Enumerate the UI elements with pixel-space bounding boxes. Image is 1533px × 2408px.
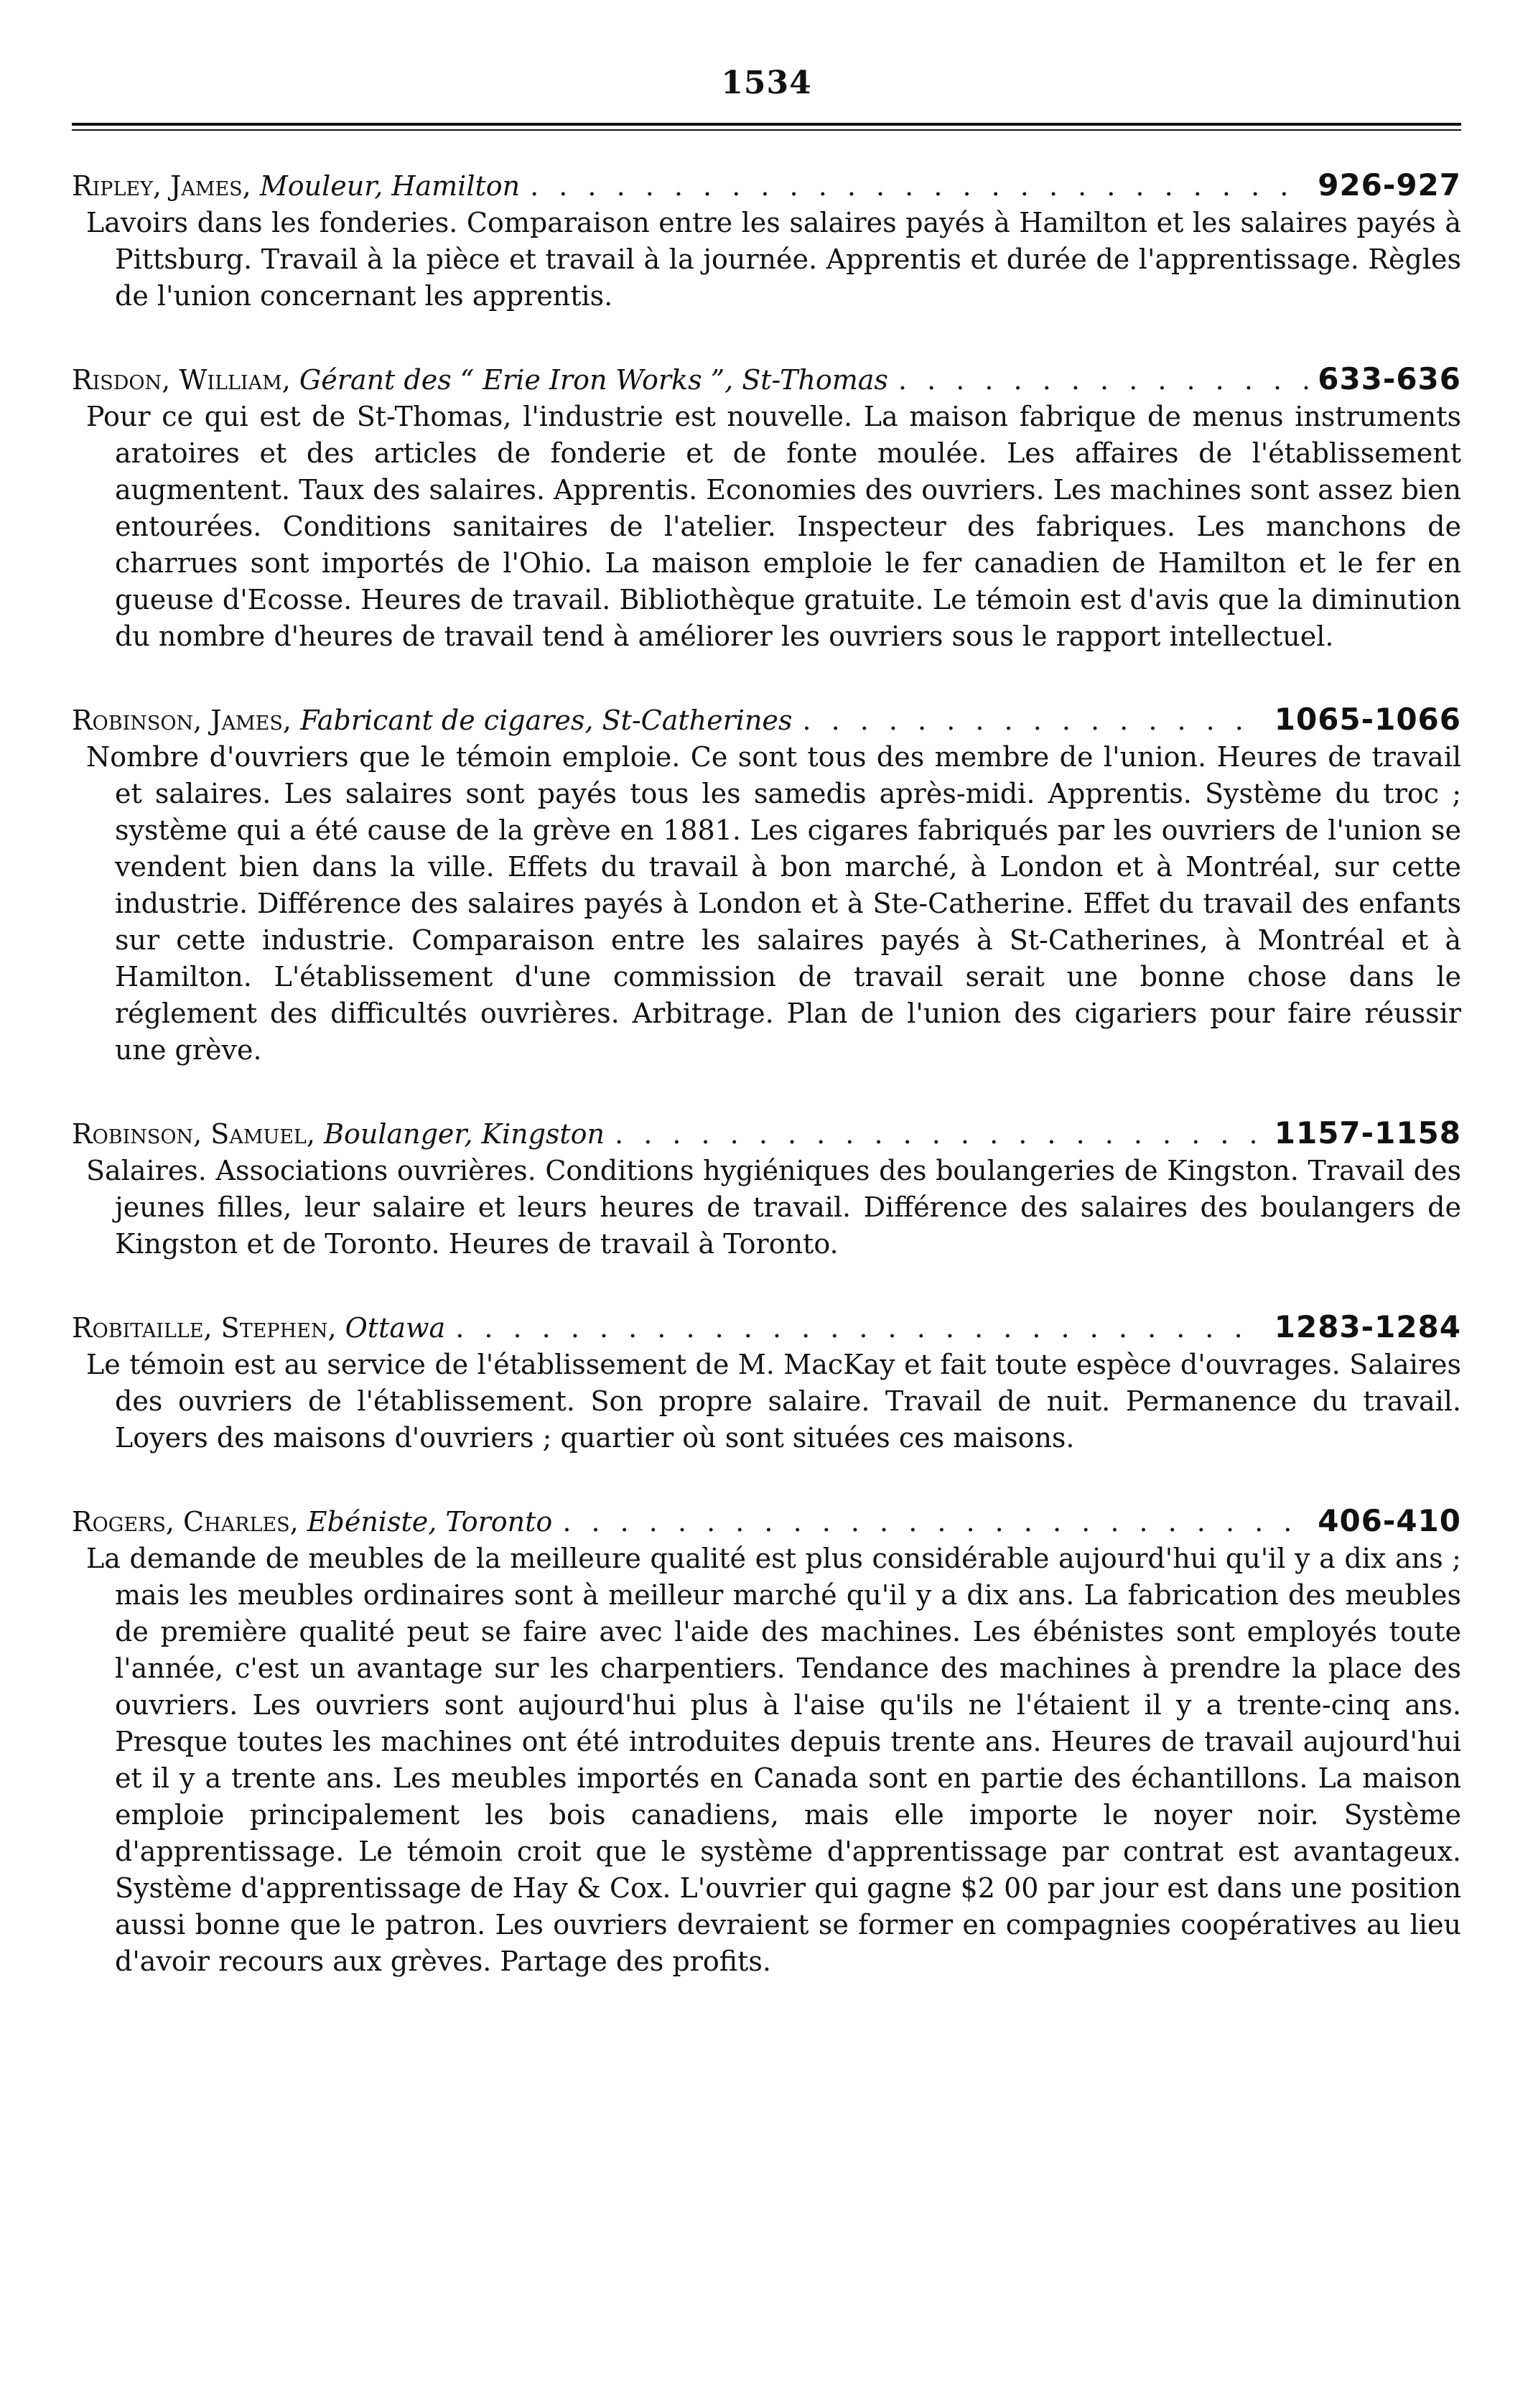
entry-summary: Nombre d'ouvriers que le témoin emploie. Ce sont tous des membre de l'union. Heures de travail et salaires. Les salaires sont payés tous les samedis après-midi. Apprentis. Système du troc ; système qui a été cause de la grève en 1881. Les cigares fabriqués par les ouvriers de l'union se vendent bien dans la ville. Effets du travail à bon marché, à London et à Montréal, sur cette industrie. Différence des salaires payés à London et à Ste-Catherine. Effet du travail des enfants sur cette industrie. Comparaison entre les salaires payés à St-Catherines, à Montréal et à Hamilton. L'établissement d'une commission de travail serait une bonne chose dans le réglement des difficultés ouvrières. Arbitrage. Plan de l'union des cigariers pour faire réussir une grève. [86, 741, 1461, 1066]
index-entry [72, 167, 1461, 315]
witness-name: Robinson, James, [72, 705, 292, 736]
page-range: 1157-1158 [1274, 1115, 1461, 1150]
witness-role: Ebéniste, Toronto [307, 1506, 553, 1538]
entry-heading [72, 1115, 1461, 1153]
entry-heading [72, 701, 1461, 739]
entry-summary: Lavoirs dans les fonderies. Comparaison entre les salaires payés à Hamilton et les salaires payés à Pittsburg. Travail à la pièce et travail à la journée. Apprentis et durée de l'apprentissage. Règles de l'union concernant les apprentis. [86, 207, 1461, 312]
entry-summary: Le témoin est au service de l'établissement de M. MacKay et fait toute espèce d'ouvrages. Salaires des ouvriers de l'établissement. Son propre salaire. Travail de nuit. Permanence du travail. Loyers des maisons d'ouvriers ; quartier où sont situées ces maisons. [86, 1349, 1461, 1454]
dot-leader [562, 1503, 1308, 1540]
entry-heading [72, 1502, 1461, 1540]
page-range: 926-927 [1318, 167, 1461, 203]
witness-role: Boulanger, Kingston [324, 1118, 605, 1150]
header-rule [72, 123, 1461, 131]
entry-heading [72, 167, 1461, 205]
dot-leader [615, 1115, 1264, 1153]
witness-name: Robitaille, Stephen, [72, 1312, 337, 1344]
index-entry [72, 1115, 1461, 1263]
page-range: 1283-1284 [1274, 1309, 1461, 1344]
witness-role: Fabricant de cigares, St-Catherines [300, 705, 793, 736]
entry-summary: Salaires. Associations ouvrières. Conditions hygiéniques des boulangeries de Kingston. Travail des jeunes filles, leur salaire et leurs heures de travail. Différence des salaires des boulangers de Kingston et de Toronto. Heures de travail à Toronto. [86, 1155, 1461, 1260]
index-entry [72, 361, 1461, 655]
entry-heading [72, 1308, 1461, 1347]
dot-leader [530, 167, 1308, 205]
dot-leader [898, 361, 1308, 399]
index-entry [72, 1502, 1461, 1980]
witness-name: Robinson, Samuel, [72, 1118, 315, 1150]
index-entry [72, 1308, 1461, 1456]
dot-leader [455, 1309, 1264, 1347]
witness-role: Mouleur, Hamilton [259, 170, 521, 202]
witness-name: Rogers, Charles, [72, 1506, 299, 1538]
page-range: 1065-1066 [1274, 702, 1461, 737]
dot-leader [802, 702, 1264, 739]
index-entry [72, 701, 1461, 1069]
entry-heading [72, 361, 1461, 399]
page-range: 633-636 [1318, 361, 1461, 396]
page-range: 406-410 [1318, 1503, 1461, 1538]
entry-summary: La demande de meubles de la meilleure qualité est plus considérable aujourd'hui qu'il y a dix ans ; mais les meubles ordinaires sont à meilleur marché qu'il y a dix ans. La fabrication des meubles de première qualité peut se faire avec l'aide des machines. Les ébénistes sont employés toute l'année, c'est un avantage sur les charpentiers. Tendance des machines à prendre la place des ouvriers. Les ouvriers sont aujourd'hui plus à l'aise qu'ils ne l'étaient il y a trente-cinq ans. Presque toutes les machines ont été introduites depuis trente ans. Heures de travail aujourd'hui et il y a trente ans. Les meubles importés en Canada sont en partie des échantillons. La maison emploie principalement les bois canadiens, mais elle importe le noyer noir. Système d'apprentissage. Le témoin croit que le système d'apprentissage par contrat est avantageux. Système d'apprentissage de Hay & Cox. L'ouvrier qui gagne $2 00 par jour est dans une position aussi bonne que le patron. Les ouvriers devraient se former en compagnies coopératives au lieu d'avoir recours aux grèves. Partage des profits. [86, 1543, 1461, 1977]
witness-role: Ottawa [345, 1312, 446, 1344]
witness-name: Risdon, William, [72, 364, 291, 396]
page-number: 1534 [721, 65, 812, 101]
witness-name: Ripley, James, [72, 170, 251, 202]
witness-role: Gérant des “ Erie Iron Works ”, St-Thomas [299, 364, 888, 396]
entry-summary: Pour ce qui est de St-Thomas, l'industrie est nouvelle. La maison fabrique de menus instruments aratoires et des articles de fonderie et de fonte moulée. Les affaires de l'établissement augmentent. Taux des salaires. Apprentis. Economies des ouvriers. Les machines sont assez bien entourées. Conditions sanitaires de l'atelier. Inspecteur des fabriques. Les manchons de charrues sont importés de l'Ohio. La maison emploie le fer canadien de Hamilton et le fer en gueuse d'Ecosse. Heures de travail. Bibliothèque gratuite. Le témoin est d'avis que la diminution du nombre d'heures de travail tend à améliorer les ouvriers sous le rapport intellectuel. [86, 401, 1461, 652]
